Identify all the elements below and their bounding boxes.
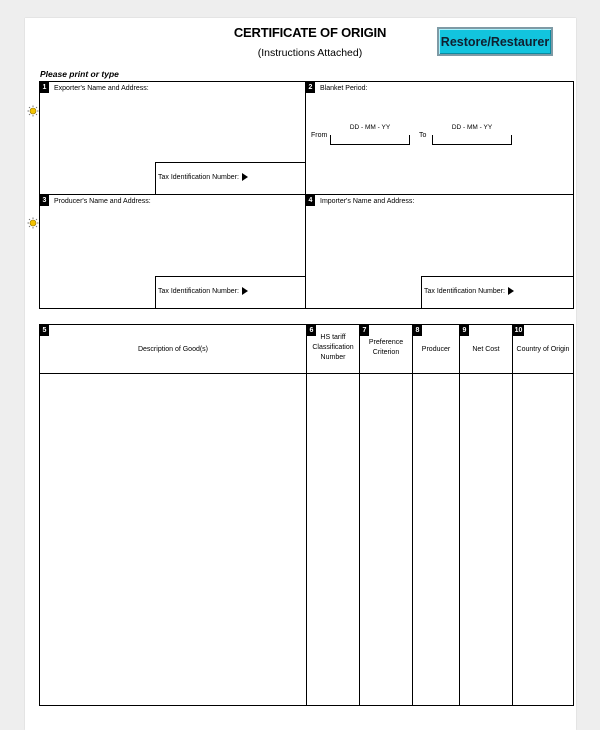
field-number-10: 10 xyxy=(514,327,523,334)
section-1-exporter[interactable] xyxy=(39,81,306,195)
section-3-producer[interactable] xyxy=(39,194,306,309)
field-number-8: 8 xyxy=(413,325,422,336)
preference-input[interactable] xyxy=(360,374,412,705)
from-date-format: DD - MM - YY xyxy=(349,124,391,131)
triangle-right-icon xyxy=(508,287,514,295)
page-title: CERTIFICATE OF ORIGIN xyxy=(233,25,387,40)
field-number-7: 7 xyxy=(360,325,369,336)
exporter-label: Exporter's Name and Address: xyxy=(54,85,149,92)
field-number-4: 4 xyxy=(306,195,315,206)
field-number-6: 6 xyxy=(307,325,316,336)
importer-tin-box[interactable] xyxy=(421,276,574,309)
col-header-country: Country of Origin xyxy=(516,346,570,353)
col-header-hs-tariff: HS tariff Classification Number xyxy=(312,334,354,361)
producer-input[interactable] xyxy=(413,374,459,705)
section-2-blanket-period xyxy=(305,81,574,195)
to-label: To xyxy=(419,132,427,139)
country-input[interactable] xyxy=(513,374,573,705)
bulb-icon[interactable] xyxy=(27,105,39,117)
triangle-right-icon xyxy=(242,173,248,181)
field-number-3: 3 xyxy=(40,195,49,206)
col-header-net-cost: Net Cost xyxy=(472,346,500,353)
producer-tin-box[interactable] xyxy=(155,276,306,309)
field-number-9: 9 xyxy=(460,325,469,336)
from-date-input[interactable] xyxy=(330,135,410,145)
importer-tin-label: Tax Identification Number: xyxy=(424,287,514,295)
col-header-producer: Producer xyxy=(421,346,451,353)
to-date-format: DD - MM - YY xyxy=(451,124,493,131)
net-cost-input[interactable] xyxy=(460,374,512,705)
blanket-period-label: Blanket Period: xyxy=(320,85,368,92)
section-4-importer[interactable] xyxy=(305,194,574,309)
producer-label: Producer's Name and Address: xyxy=(54,198,151,205)
producer-tin-label: Tax Identification Number: xyxy=(158,287,248,295)
hs-tariff-input[interactable] xyxy=(307,374,359,705)
exporter-tin-label: Tax Identification Number: xyxy=(158,173,248,181)
col-header-description: Description of Good(s) xyxy=(137,346,209,353)
restore-button[interactable]: Restore/Restaurer xyxy=(437,27,553,56)
field-number-2: 2 xyxy=(306,82,315,93)
exporter-tin-box[interactable] xyxy=(155,162,306,195)
document-page xyxy=(25,18,576,730)
page-subtitle: (Instructions Attached) xyxy=(257,47,363,59)
description-input[interactable] xyxy=(40,374,306,705)
triangle-right-icon xyxy=(242,287,248,295)
bulb-icon[interactable] xyxy=(27,217,39,229)
importer-label: Importer's Name and Address: xyxy=(320,198,415,205)
to-date-input[interactable] xyxy=(432,135,512,145)
col-header-preference: Preference Criterion xyxy=(368,339,404,356)
goods-table xyxy=(39,324,574,706)
field-number-5: 5 xyxy=(40,325,49,336)
print-note: Please print or type xyxy=(40,69,119,79)
field-number-1: 1 xyxy=(40,82,49,93)
from-label: From xyxy=(311,132,328,139)
